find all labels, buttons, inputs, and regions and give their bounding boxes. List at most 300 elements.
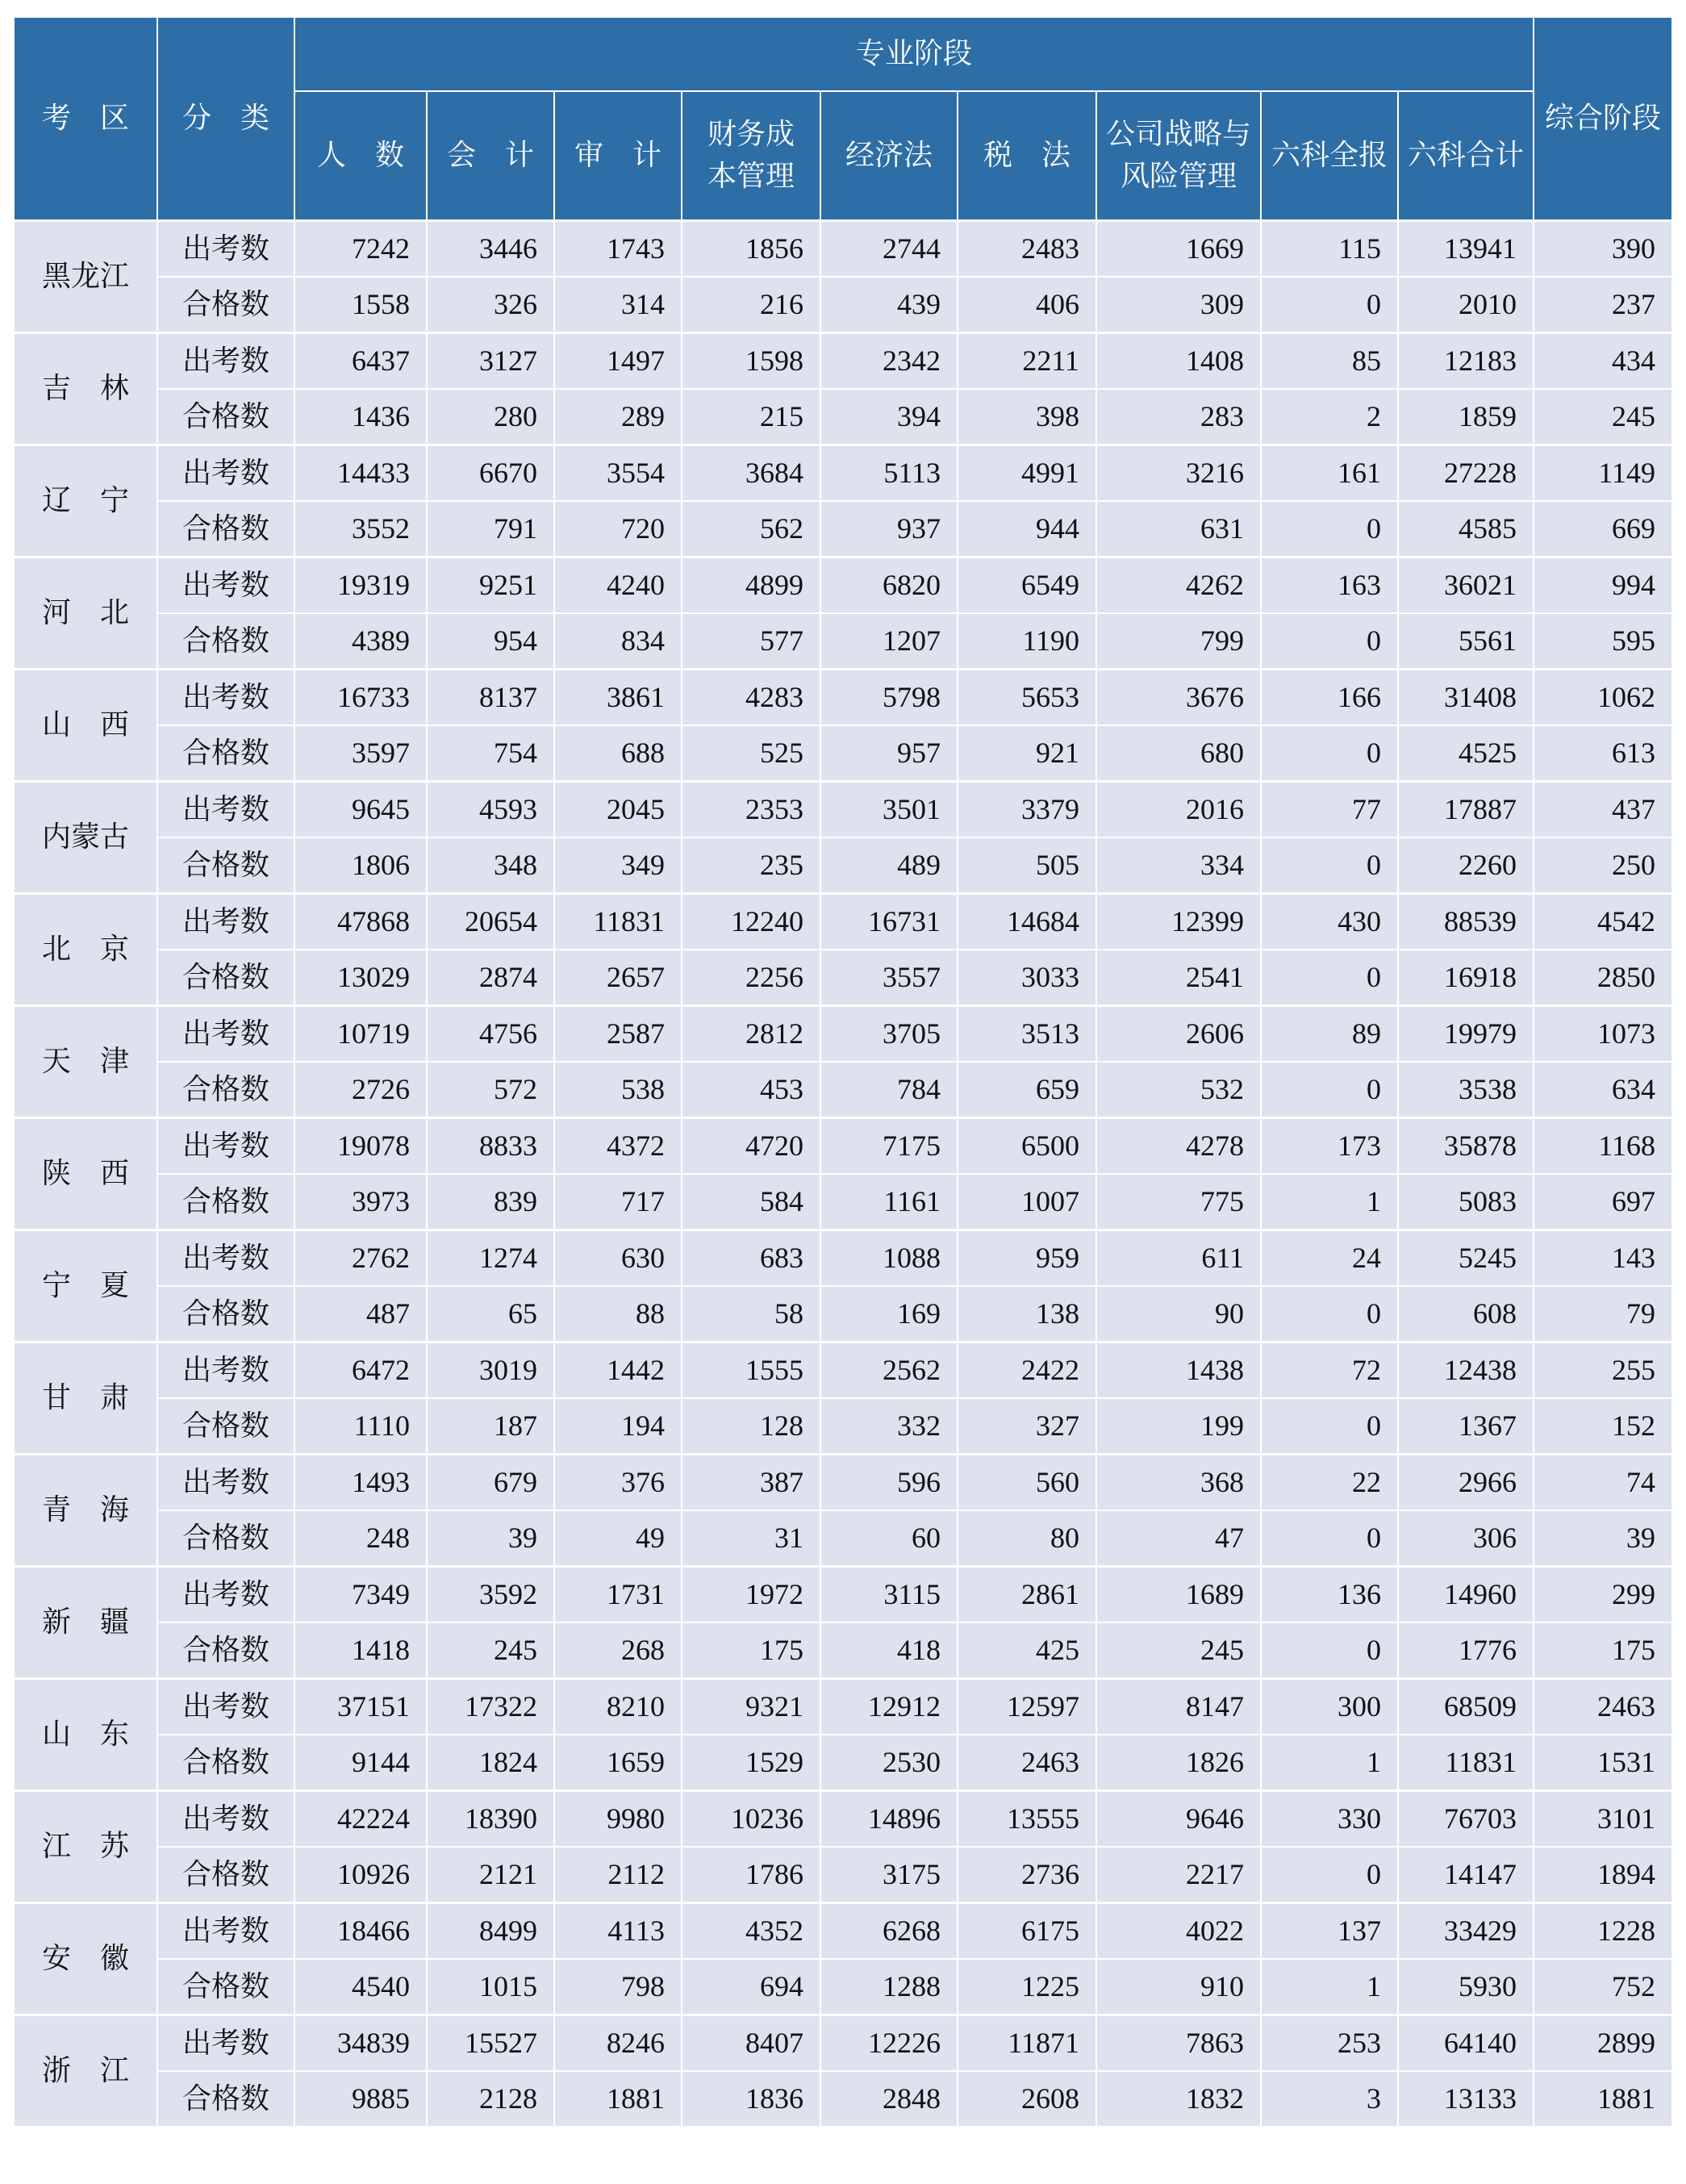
value-cell: 1225 <box>958 1959 1096 2015</box>
category-cell: 合格数 <box>157 725 294 782</box>
value-cell: 31408 <box>1398 670 1534 726</box>
value-cell: 34839 <box>294 2015 427 2072</box>
value-cell: 3973 <box>294 1174 427 1230</box>
value-cell: 2128 <box>427 2071 554 2127</box>
value-cell: 237 <box>1534 277 1672 333</box>
value-cell: 5245 <box>1398 1230 1534 1287</box>
value-cell: 572 <box>427 1062 554 1118</box>
region-cell: 北 京 <box>14 894 157 1006</box>
value-cell: 489 <box>820 837 958 894</box>
table-row <box>14 1622 1672 1679</box>
value-cell: 0 <box>1261 1510 1398 1567</box>
category-cell: 合格数 <box>157 501 294 557</box>
value-cell: 9980 <box>554 1791 682 1848</box>
table-row <box>14 1062 1672 1118</box>
value-cell: 5930 <box>1398 1959 1534 2015</box>
value-cell: 596 <box>820 1455 958 1511</box>
value-cell: 613 <box>1534 725 1672 782</box>
value-cell: 532 <box>1096 1062 1261 1118</box>
category-cell: 合格数 <box>157 1062 294 1118</box>
value-cell: 14147 <box>1398 1847 1534 1903</box>
value-cell: 4585 <box>1398 501 1534 557</box>
region-cell: 青 海 <box>14 1455 157 1567</box>
value-cell: 1826 <box>1096 1735 1261 1791</box>
value-cell: 138 <box>958 1286 1096 1343</box>
value-cell: 1161 <box>820 1174 958 1230</box>
value-cell: 16731 <box>820 894 958 950</box>
results-table-container <box>13 16 1673 2128</box>
value-cell: 4540 <box>294 1959 427 2015</box>
header-comprehensive-stage: 综合阶段 <box>1534 17 1672 221</box>
value-cell: 669 <box>1534 501 1672 557</box>
value-cell: 37151 <box>294 1679 427 1735</box>
value-cell: 8147 <box>1096 1679 1261 1735</box>
value-cell: 1418 <box>294 1622 427 1679</box>
table-row <box>14 894 1672 950</box>
value-cell: 717 <box>554 1174 682 1230</box>
header-subject: 会 计 <box>427 91 554 221</box>
value-cell: 9646 <box>1096 1791 1261 1848</box>
value-cell: 3019 <box>427 1343 554 1399</box>
value-cell: 1149 <box>1534 445 1672 502</box>
value-cell: 1894 <box>1534 1847 1672 1903</box>
value-cell: 9885 <box>294 2071 427 2127</box>
value-cell: 3592 <box>427 1567 554 1623</box>
region-cell: 甘 肃 <box>14 1343 157 1455</box>
table-row <box>14 1286 1672 1343</box>
value-cell: 4593 <box>427 782 554 838</box>
value-cell: 166 <box>1261 670 1398 726</box>
category-cell: 出考数 <box>157 333 294 390</box>
value-cell: 3501 <box>820 782 958 838</box>
table-row <box>14 1903 1672 1960</box>
region-cell: 河 北 <box>14 557 157 670</box>
value-cell: 3 <box>1261 2071 1398 2127</box>
value-cell: 799 <box>1096 613 1261 670</box>
value-cell: 3115 <box>820 1567 958 1623</box>
category-cell: 合格数 <box>157 1735 294 1791</box>
value-cell: 175 <box>1534 1622 1672 1679</box>
value-cell: 8246 <box>554 2015 682 2072</box>
value-cell: 49 <box>554 1510 682 1567</box>
table-row <box>14 1343 1672 1399</box>
value-cell: 3676 <box>1096 670 1261 726</box>
category-cell: 合格数 <box>157 1622 294 1679</box>
value-cell: 6549 <box>958 557 1096 614</box>
table-row <box>14 445 1672 502</box>
value-cell: 2211 <box>958 333 1096 390</box>
category-cell: 出考数 <box>157 1567 294 1623</box>
region-cell: 黑龙江 <box>14 221 157 333</box>
value-cell: 1786 <box>682 1847 820 1903</box>
value-cell: 5798 <box>820 670 958 726</box>
table-row <box>14 1791 1672 1848</box>
category-cell: 合格数 <box>157 1510 294 1567</box>
value-cell: 1 <box>1261 1735 1398 1791</box>
value-cell: 6500 <box>958 1118 1096 1175</box>
value-cell: 1015 <box>427 1959 554 2015</box>
value-cell: 2562 <box>820 1343 958 1399</box>
table-body <box>14 221 1672 2128</box>
value-cell: 248 <box>294 1510 427 1567</box>
header-subject: 财务成本管理 <box>682 91 820 221</box>
value-cell: 754 <box>427 725 554 782</box>
value-cell: 12399 <box>1096 894 1261 950</box>
value-cell: 1 <box>1261 1174 1398 1230</box>
value-cell: 3101 <box>1534 1791 1672 1848</box>
value-cell: 161 <box>1261 445 1398 502</box>
value-cell: 6268 <box>820 1903 958 1960</box>
value-cell: 487 <box>294 1286 427 1343</box>
value-cell: 659 <box>958 1062 1096 1118</box>
value-cell: 694 <box>682 1959 820 2015</box>
value-cell: 245 <box>427 1622 554 1679</box>
table-row <box>14 1006 1672 1063</box>
value-cell: 187 <box>427 1398 554 1455</box>
value-cell: 3216 <box>1096 445 1261 502</box>
value-cell: 2848 <box>820 2071 958 2127</box>
value-cell: 4991 <box>958 445 1096 502</box>
value-cell: 128 <box>682 1398 820 1455</box>
table-row <box>14 1679 1672 1735</box>
category-cell: 出考数 <box>157 1118 294 1175</box>
table-row <box>14 557 1672 614</box>
value-cell: 3557 <box>820 950 958 1006</box>
value-cell: 3684 <box>682 445 820 502</box>
value-cell: 1531 <box>1534 1735 1672 1791</box>
value-cell: 2812 <box>682 1006 820 1063</box>
value-cell: 434 <box>1534 333 1672 390</box>
value-cell: 216 <box>682 277 820 333</box>
value-cell: 608 <box>1398 1286 1534 1343</box>
category-cell: 合格数 <box>157 837 294 894</box>
table-row <box>14 782 1672 838</box>
value-cell: 0 <box>1261 1286 1398 1343</box>
value-cell: 1669 <box>1096 221 1261 278</box>
value-cell: 6437 <box>294 333 427 390</box>
value-cell: 31 <box>682 1510 820 1567</box>
value-cell: 2726 <box>294 1062 427 1118</box>
category-cell: 出考数 <box>157 1343 294 1399</box>
value-cell: 1190 <box>958 613 1096 670</box>
value-cell: 309 <box>1096 277 1261 333</box>
value-cell: 4756 <box>427 1006 554 1063</box>
value-cell: 24 <box>1261 1230 1398 1287</box>
value-cell: 1555 <box>682 1343 820 1399</box>
value-cell: 77 <box>1261 782 1398 838</box>
value-cell: 199 <box>1096 1398 1261 1455</box>
value-cell: 1776 <box>1398 1622 1534 1679</box>
value-cell: 88539 <box>1398 894 1534 950</box>
header-row-top <box>14 17 1672 91</box>
value-cell: 680 <box>1096 725 1261 782</box>
value-cell: 959 <box>958 1230 1096 1287</box>
value-cell: 79 <box>1534 1286 1672 1343</box>
table-row <box>14 277 1672 333</box>
value-cell: 19078 <box>294 1118 427 1175</box>
value-cell: 525 <box>682 725 820 782</box>
value-cell: 4372 <box>554 1118 682 1175</box>
value-cell: 4352 <box>682 1903 820 1960</box>
value-cell: 7242 <box>294 221 427 278</box>
category-cell: 合格数 <box>157 2071 294 2127</box>
value-cell: 27228 <box>1398 445 1534 502</box>
value-cell: 11831 <box>1398 1735 1534 1791</box>
value-cell: 15527 <box>427 2015 554 2072</box>
value-cell: 255 <box>1534 1343 1672 1399</box>
value-cell: 2606 <box>1096 1006 1261 1063</box>
table-row <box>14 221 1672 278</box>
value-cell: 2256 <box>682 950 820 1006</box>
value-cell: 5653 <box>958 670 1096 726</box>
value-cell: 2861 <box>958 1567 1096 1623</box>
value-cell: 13555 <box>958 1791 1096 1848</box>
category-cell: 出考数 <box>157 557 294 614</box>
value-cell: 11831 <box>554 894 682 950</box>
value-cell: 2530 <box>820 1735 958 1791</box>
category-cell: 出考数 <box>157 2015 294 2072</box>
value-cell: 9251 <box>427 557 554 614</box>
category-cell: 出考数 <box>157 1230 294 1287</box>
value-cell: 3513 <box>958 1006 1096 1063</box>
region-cell: 浙 江 <box>14 2015 157 2128</box>
value-cell: 630 <box>554 1230 682 1287</box>
value-cell: 12183 <box>1398 333 1534 390</box>
value-cell: 88 <box>554 1286 682 1343</box>
value-cell: 36021 <box>1398 557 1534 614</box>
value-cell: 0 <box>1261 1062 1398 1118</box>
value-cell: 1288 <box>820 1959 958 2015</box>
table-row <box>14 613 1672 670</box>
value-cell: 1497 <box>554 333 682 390</box>
value-cell: 2112 <box>554 1847 682 1903</box>
value-cell: 3127 <box>427 333 554 390</box>
value-cell: 2463 <box>958 1735 1096 1791</box>
table-row <box>14 1174 1672 1230</box>
value-cell: 3033 <box>958 950 1096 1006</box>
value-cell: 0 <box>1261 1847 1398 1903</box>
category-cell: 出考数 <box>157 1679 294 1735</box>
value-cell: 3554 <box>554 445 682 502</box>
value-cell: 957 <box>820 725 958 782</box>
value-cell: 7863 <box>1096 2015 1261 2072</box>
value-cell: 1 <box>1261 1959 1398 2015</box>
region-cell: 天 津 <box>14 1006 157 1118</box>
value-cell: 1558 <box>294 277 427 333</box>
value-cell: 18466 <box>294 1903 427 1960</box>
value-cell: 1598 <box>682 333 820 390</box>
value-cell: 1110 <box>294 1398 427 1455</box>
value-cell: 332 <box>820 1398 958 1455</box>
table-row <box>14 1847 1672 1903</box>
value-cell: 3538 <box>1398 1062 1534 1118</box>
value-cell: 2121 <box>427 1847 554 1903</box>
value-cell: 314 <box>554 277 682 333</box>
value-cell: 64140 <box>1398 2015 1534 2072</box>
category-cell: 合格数 <box>157 1286 294 1343</box>
value-cell: 12597 <box>958 1679 1096 1735</box>
value-cell: 326 <box>427 277 554 333</box>
value-cell: 1881 <box>1534 2071 1672 2127</box>
category-cell: 合格数 <box>157 1398 294 1455</box>
value-cell: 16733 <box>294 670 427 726</box>
value-cell: 2 <box>1261 389 1398 445</box>
value-cell: 14684 <box>958 894 1096 950</box>
value-cell: 13941 <box>1398 221 1534 278</box>
value-cell: 2657 <box>554 950 682 1006</box>
value-cell: 398 <box>958 389 1096 445</box>
table-row <box>14 1735 1672 1791</box>
value-cell: 20654 <box>427 894 554 950</box>
value-cell: 12912 <box>820 1679 958 1735</box>
value-cell: 330 <box>1261 1791 1398 1848</box>
value-cell: 0 <box>1261 725 1398 782</box>
value-cell: 3175 <box>820 1847 958 1903</box>
value-cell: 173 <box>1261 1118 1398 1175</box>
category-cell: 出考数 <box>157 1791 294 1848</box>
value-cell: 47 <box>1096 1510 1261 1567</box>
value-cell: 0 <box>1261 1398 1398 1455</box>
value-cell: 430 <box>1261 894 1398 950</box>
value-cell: 14896 <box>820 1791 958 1848</box>
value-cell: 14960 <box>1398 1567 1534 1623</box>
value-cell: 8833 <box>427 1118 554 1175</box>
value-cell: 2874 <box>427 950 554 1006</box>
category-cell: 合格数 <box>157 277 294 333</box>
value-cell: 137 <box>1261 1903 1398 1960</box>
value-cell: 1859 <box>1398 389 1534 445</box>
value-cell: 0 <box>1261 950 1398 1006</box>
value-cell: 7349 <box>294 1567 427 1623</box>
value-cell: 152 <box>1534 1398 1672 1455</box>
value-cell: 3861 <box>554 670 682 726</box>
value-cell: 2260 <box>1398 837 1534 894</box>
value-cell: 253 <box>1261 2015 1398 2072</box>
table-row <box>14 333 1672 390</box>
value-cell: 14433 <box>294 445 427 502</box>
value-cell: 136 <box>1261 1567 1398 1623</box>
value-cell: 1832 <box>1096 2071 1261 2127</box>
value-cell: 368 <box>1096 1455 1261 1511</box>
value-cell: 1659 <box>554 1735 682 1791</box>
value-cell: 163 <box>1261 557 1398 614</box>
value-cell: 1743 <box>554 221 682 278</box>
table-row <box>14 1959 1672 2015</box>
value-cell: 1881 <box>554 2071 682 2127</box>
table-row <box>14 725 1672 782</box>
value-cell: 1408 <box>1096 333 1261 390</box>
value-cell: 143 <box>1534 1230 1672 1287</box>
value-cell: 58 <box>682 1286 820 1343</box>
value-cell: 17322 <box>427 1679 554 1735</box>
value-cell: 1438 <box>1096 1343 1261 1399</box>
value-cell: 453 <box>682 1062 820 1118</box>
value-cell: 4542 <box>1534 894 1672 950</box>
value-cell: 9645 <box>294 782 427 838</box>
value-cell: 2966 <box>1398 1455 1534 1511</box>
value-cell: 300 <box>1261 1679 1398 1735</box>
region-cell: 山 东 <box>14 1679 157 1791</box>
value-cell: 775 <box>1096 1174 1261 1230</box>
value-cell: 60 <box>820 1510 958 1567</box>
value-cell: 9321 <box>682 1679 820 1735</box>
value-cell: 0 <box>1261 277 1398 333</box>
value-cell: 85 <box>1261 333 1398 390</box>
value-cell: 5113 <box>820 445 958 502</box>
region-cell: 吉 林 <box>14 333 157 445</box>
value-cell: 2899 <box>1534 2015 1672 2072</box>
value-cell: 562 <box>682 501 820 557</box>
value-cell: 439 <box>820 277 958 333</box>
value-cell: 9144 <box>294 1735 427 1791</box>
value-cell: 538 <box>554 1062 682 1118</box>
table-row <box>14 2015 1672 2072</box>
value-cell: 8210 <box>554 1679 682 1735</box>
value-cell: 245 <box>1096 1622 1261 1679</box>
value-cell: 4113 <box>554 1903 682 1960</box>
value-cell: 16918 <box>1398 950 1534 1006</box>
value-cell: 215 <box>682 389 820 445</box>
value-cell: 115 <box>1261 221 1398 278</box>
value-cell: 0 <box>1261 837 1398 894</box>
value-cell: 11871 <box>958 2015 1096 2072</box>
value-cell: 3705 <box>820 1006 958 1063</box>
value-cell: 1493 <box>294 1455 427 1511</box>
exam-results-table <box>13 16 1673 2128</box>
value-cell: 505 <box>958 837 1096 894</box>
value-cell: 2016 <box>1096 782 1261 838</box>
value-cell: 8137 <box>427 670 554 726</box>
value-cell: 12226 <box>820 2015 958 2072</box>
value-cell: 89 <box>1261 1006 1398 1063</box>
value-cell: 2463 <box>1534 1679 1672 1735</box>
region-cell: 山 西 <box>14 670 157 782</box>
value-cell: 1168 <box>1534 1118 1672 1175</box>
category-cell: 出考数 <box>157 1903 294 1960</box>
value-cell: 791 <box>427 501 554 557</box>
table-row <box>14 950 1672 1006</box>
value-cell: 2217 <box>1096 1847 1261 1903</box>
category-cell: 合格数 <box>157 389 294 445</box>
header-subject: 公司战略与风险管理 <box>1096 91 1261 221</box>
value-cell: 2850 <box>1534 950 1672 1006</box>
value-cell: 634 <box>1534 1062 1672 1118</box>
value-cell: 22 <box>1261 1455 1398 1511</box>
value-cell: 65 <box>427 1286 554 1343</box>
value-cell: 76703 <box>1398 1791 1534 1848</box>
category-cell: 合格数 <box>157 1174 294 1230</box>
value-cell: 235 <box>682 837 820 894</box>
value-cell: 8499 <box>427 1903 554 1960</box>
value-cell: 74 <box>1534 1455 1672 1511</box>
value-cell: 1436 <box>294 389 427 445</box>
value-cell: 68509 <box>1398 1679 1534 1735</box>
value-cell: 1442 <box>554 1343 682 1399</box>
value-cell: 4240 <box>554 557 682 614</box>
value-cell: 2353 <box>682 782 820 838</box>
value-cell: 13029 <box>294 950 427 1006</box>
value-cell: 683 <box>682 1230 820 1287</box>
value-cell: 299 <box>1534 1567 1672 1623</box>
value-cell: 0 <box>1261 1622 1398 1679</box>
value-cell: 387 <box>682 1455 820 1511</box>
header-region: 考 区 <box>14 17 157 221</box>
value-cell: 250 <box>1534 837 1672 894</box>
value-cell: 3597 <box>294 725 427 782</box>
table-row <box>14 1398 1672 1455</box>
table-row <box>14 837 1672 894</box>
value-cell: 1689 <box>1096 1567 1261 1623</box>
